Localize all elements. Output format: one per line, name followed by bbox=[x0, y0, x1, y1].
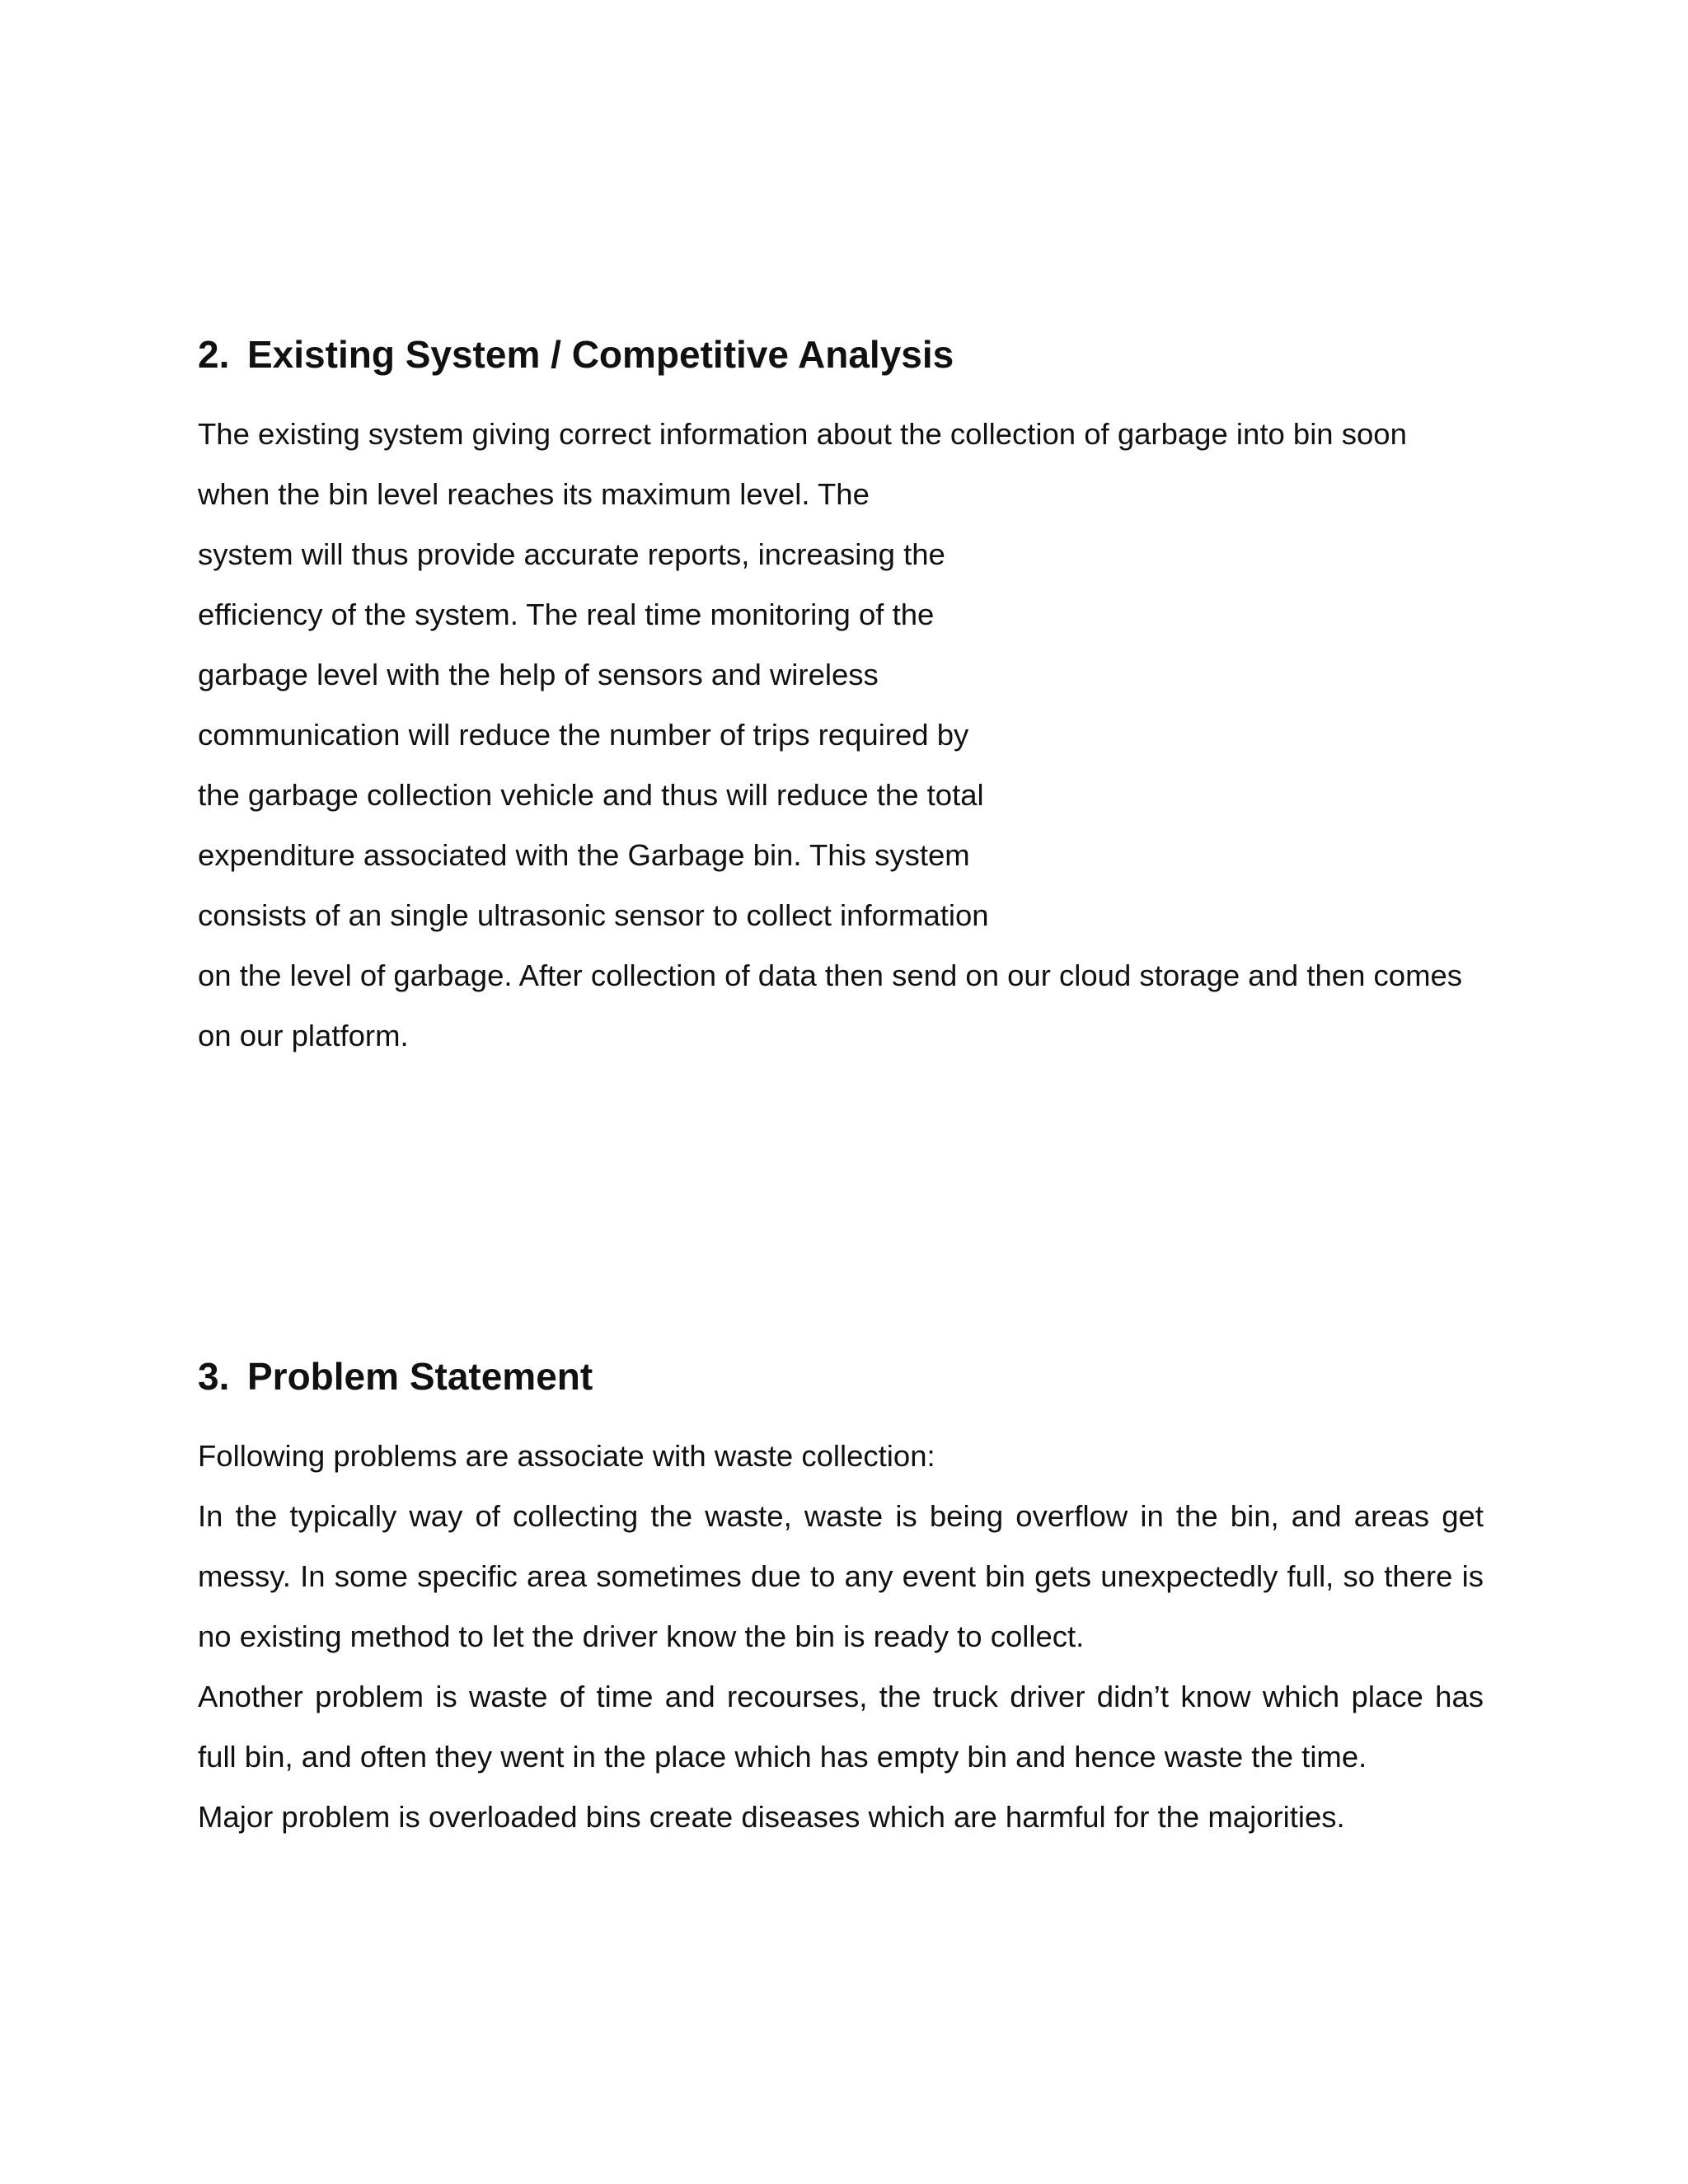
section-body bbox=[198, 404, 1484, 1066]
paragraph-line: The existing system giving correct information about the collection of garbage into bin soon bbox=[198, 417, 1407, 451]
paragraph-line: In the typically way of collecting the waste, waste is being overflow in the bin, and areas get bbox=[198, 1499, 1484, 1533]
section-title: Existing System / Competitive Analysis bbox=[247, 333, 954, 376]
paragraph-line: garbage level with the help of sensors and wireless bbox=[198, 658, 879, 691]
section-body bbox=[198, 1426, 1484, 1847]
paragraph-line: on the level of garbage. After collection of data then send on our cloud storage and then comes bbox=[198, 958, 1463, 992]
paragraph-line: no existing method to let the driver know the bin is ready to collect. bbox=[198, 1619, 1085, 1653]
paragraph-line: on our platform. bbox=[198, 1019, 409, 1052]
paragraph-line: Major problem is overloaded bins create diseases which are harmful for the majorities. bbox=[198, 1800, 1345, 1834]
section-title: Problem Statement bbox=[247, 1355, 593, 1398]
section-heading bbox=[198, 323, 1484, 386]
paragraph-line: expenditure associated with the Garbage bin. This system bbox=[198, 838, 970, 872]
section-problem-statement bbox=[198, 1345, 1484, 1847]
paragraph-line: efficiency of the system. The real time monitoring of the bbox=[198, 598, 935, 631]
section-heading bbox=[198, 1345, 1484, 1408]
paragraph-line: full bin, and often they went in the place which has empty bin and hence waste the time. bbox=[198, 1740, 1367, 1774]
paragraph-line: messy. In some specific area sometimes due to any event bin gets unexpectedly full, so there is bbox=[198, 1559, 1484, 1593]
section-number: 3. bbox=[198, 1355, 230, 1398]
paragraph-line: consists of an single ultrasonic sensor to collect information bbox=[198, 898, 989, 932]
section-existing-system bbox=[198, 323, 1484, 1066]
paragraph-line: the garbage collection vehicle and thus will reduce the total bbox=[198, 778, 984, 812]
paragraph-line: Another problem is waste of time and recourses, the truck driver didn’t know which place has bbox=[198, 1680, 1484, 1713]
paragraph-line: when the bin level reaches its maximum level. The bbox=[198, 477, 870, 511]
section-number: 2. bbox=[198, 333, 230, 376]
paragraph-line: communication will reduce the number of trips required by bbox=[198, 718, 969, 752]
paragraph-line: system will thus provide accurate reports, increasing the bbox=[198, 537, 945, 571]
paragraph-line: Following problems are associate with waste collection: bbox=[198, 1439, 935, 1473]
